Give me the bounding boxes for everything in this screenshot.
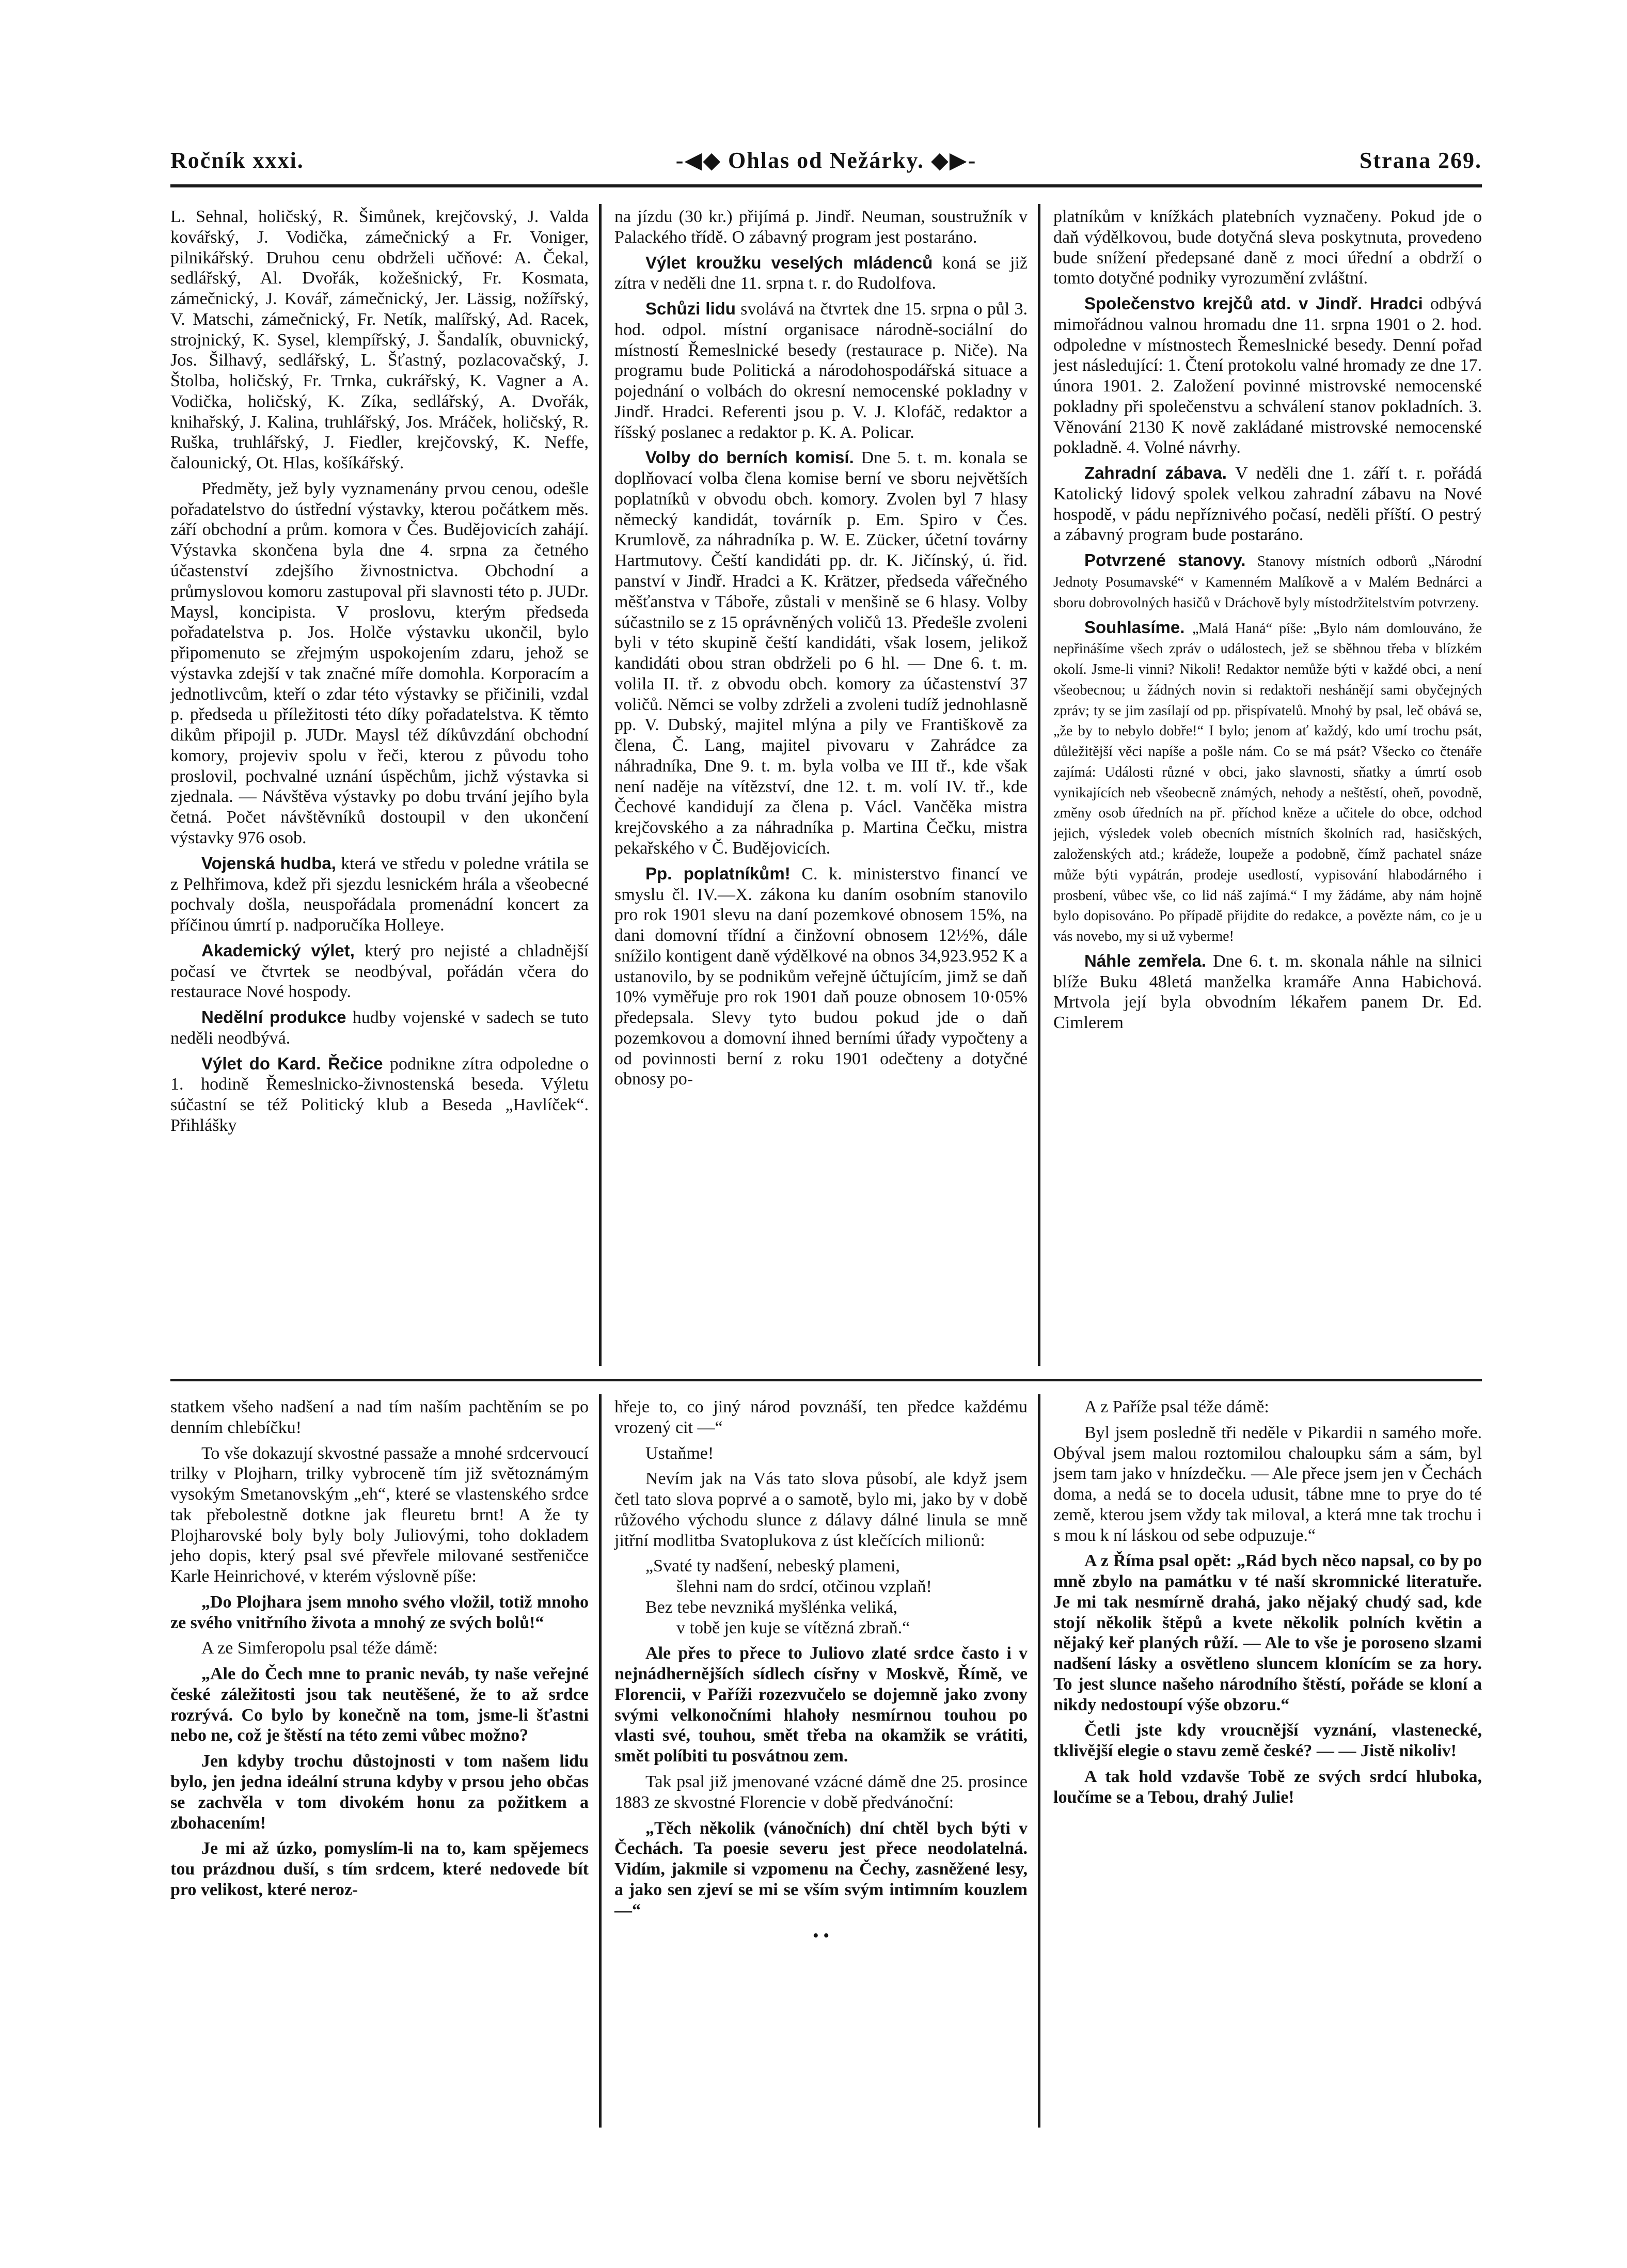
paragraph-text: V neděli dne 1. září t. r. pořádá Katolický lidový spolek velkou zahradní zábavu na Nové hospodě, v pádu nepříznivého počasí, neděli příští. O pestrý a zábavný program bude postaráno.: [1053, 464, 1482, 545]
column-divider: [599, 204, 602, 1366]
headline: Společenstvo krejčů atd. v Jindř. Hradci: [1084, 294, 1423, 313]
paragraph: Četli jste kdy vroucnější vyznání, vlastenecké, tklivější elegie o stavu země české? — — Jistě nikoliv!: [1053, 1721, 1482, 1761]
column-2: [614, 207, 1028, 1095]
header-rule: [170, 184, 1482, 187]
paragraph: Byl jsem posledně tři neděle v Pikardii n samého moře. Obýval jsem malou roztomilou chaloupku sám a sám, byl jsem tam jako v hnízdečku. — Ale přece jsem jen v Čechách doma, a nedá se to docela udusit, tábne mne to prye do té země, kterou jsem vždy tak miloval, a která mne tak trochu i s mou k ní láskou od sebe odpuzuje.“: [1053, 1423, 1482, 1545]
verse-line: „Svaté ty nadšení, nebeský plameni,: [645, 1556, 900, 1576]
paragraph: A z Říma psal opět: „Rád bych něco napsal, co by po mně zbylo na památku v té naší skromnické literatuře. Je mi tak nesmírně drahá, jako nějaký chudý sad, kde stojí několik štěpů a kvete několik polních květin a nějaký keř planých růží. — Ale to vše je poroseno slzami nadšení lásky a osvětleno sluncem klonícím se za hory. To jest slunce našeho národního štěstí, pořáde se kloní a nikdy nedostoupí výše obzoru.“: [1053, 1551, 1482, 1714]
headline: Akademický výlet,: [201, 940, 355, 960]
paragraph: L. Sehnal, holičský, R. Šimůnek, krejčovský, J. Valda kovářský, J. Vodička, zámečnický a Fr. Voniger, pilnikářský. Druhou cenu obdrželi učňové: A. Čekal, sedlářský, Al. Dvořák, kožešnický, Fr. Kosmata, zámečnický, J. Kovář, zámečnický, Jer. Lässig, nožířský, V. Matschi, zámečnický, Fr. Netík, malířský, Ad. Racek, strojnický, K. Sysel, klempířský, J. Šandalík, obuvnický, Jos. Šilhavý, sedlářský, L. Šťastný, pozlacovačský, J. Štolba, holičský, Fr. Trnka, cukrářský, K. Vagner a A. Vodička, holičský, K. Zíka, sedlářský, A. Dvořák, knihařský, J. Kalina, truhlářský, Jos. Mráček, holičský, R. Ruška, truhlářský, J. Fiedler, krejčovský, K. Neffe, čalounický, Ot. Hlas, košíkářský.: [170, 207, 589, 473]
paragraph-text: Dne 5. t. m. konala se doplňovací volba člena komise berní ve sboru největších poplatníků v obvodu obch. komory. Zvolen byl 7 hlasy německý kandidát, továrník p. Em. Spiro v Čes. Krumlově, za náhradníka p. W. E. Zücker, účetní továrny Hartmutovy. Čeští kandidáti pp. dr. K. Jičínský, ú. řid. panství v Jindř. Hradci a K. Krätzer, předseda vářečného měšťanstva v Táboře, zůstali v menšině se 6 hlasy. Volby súčastnilo se z 15 oprávněných voličů 13. Předešle zvoleni byli v této skupině čeští kandidáti, však losem, jelikož kandidáti obou stran obdrželi po 6 hl. — Dne 6. t. m. volila II. tř. z obvodu obch. komory za účastenství 37 voličů. Němci se volby zdrželi a zvoleni tudíž jednohlasně pp. V. Dubský, majitel mlýna a pily ve Františkově za člena, Č. Lang, majitel pivovaru v Zahrádce za náhradníka, Dne 9. t. m. byla volba ve III tř., kde však není naděje na vítězství, dne 12. t. m. volí IV. tř., kde Čechové kandidují za člena p. Václ. Vančěka mistra krejčovského a za náhradníka p. Martina Čečku, mistra pekařského v Č. Budějovicích.: [614, 448, 1028, 858]
headline: Volby do berních komisí.: [645, 448, 854, 467]
quote-paragraph: „Ale do Čech mne to pranic neváb, ty naše veřejné české záležitosti jsou tak neutěšené, že to až srdce rozrývá. Co bylo by konečně na tom, jsme-li šťastni nebo ne, což je štěstí na této zemi vůbec možno?: [170, 1664, 589, 1745]
paragraph: Ale přes to přece to Juliovo zlaté srdce často i v nejnádhernějších sídlech císřny v Moskvě, Římě, ve Florencii, v Paříži rozezvučelo se dojemně jako zvony svými velkonočními hlahoły nesmírnou touhou po vlasti své, touhou, smět třeba na okamžik se vrátiti, smět políbiti tu posvátnou zem.: [614, 1644, 1028, 1766]
paragraph: statkem všeho nadšení a nad tím naším pachtěním se po denním chlebíčku!: [170, 1397, 589, 1437]
headline: Nedělní produkce: [201, 1007, 346, 1027]
paragraph: platníkům v knížkách platebních vyznačeny. Pokud jde o daň výdělkovou, bude dotyčná sleva poskytnuta, provedeno bude snížení předepsané daně z moci úřední a obdrží o tomto dotyčné podniky vyrozumění zvláštní.: [1053, 207, 1482, 288]
paragraph-text: C. k. ministerstvo financí ve smyslu čl. IV.—X. zákona ku daním osobním stanovilo pro rok 1901 slevu na daní pozemkové obnosem 15%, na dani domovní třídní a činžovní obnosem 12½%, dále snížilo kontigent daně výdělkové na obnos 34,923.952 K a ustanovilo, by se podnikům veřejně účtujícím, jimž se daň 10% vyměřuje pro rok 1901 daň pouze obnosem 10·05% předepsala. Slevy tyto budou pokud jde o daň pozemkovou a domovní ihned berními úřady vypočteny a od povinnosti berní z roku 1901 odečteny a dotyčné obnosy po-: [614, 864, 1028, 1089]
paragraph: hřeje to, co jiný národ povznáší, ten předce každému vrozený cit —“: [614, 1397, 1028, 1437]
headline: Výlet do Kard. Řečice: [201, 1053, 383, 1073]
paragraph-text: koná se již zítra v neděli dne 11. srpna t. r. do Rudolfova.: [614, 253, 1028, 293]
newspaper-page: [170, 147, 1482, 2135]
paragraph: Předměty, jež byly vyznamenány prvou cenou, odešle pořadatelstvo do ústřední výstavky, kterou počátkem měs. září obchodní a prům. komora v Čes. Budějovicích zahájí. Výstavka skončena byla dne 4. srpna za četného účastenství zdejšího živnostnictva. Obchodní a průmyslovou komoru zastupoval při slavnosti této p. JUDr. Maysl, koncipista. V proslovu, kterým předseda pořadatelstva p. Jos. Holče výstavku ukončil, bylo připomenuto se zřejmým uspokojením zdaru, jehož se výstavka zdejší v tak značné míře domohla. Korporacím a jednotlivcům, kteří o zdar této výstavky se přičinili, vzdal p. předseda u příležitosti této díky pořadatelstva. K těmto dikům připojil p. JUDr. Maysl též díkůvzdání obchodní komory, projeviv spolu v řeči, kterou z původu toho proslovil, pochvalné uznání úspěchům, jichž výstavka si zjednala. — Návštěva výstavky po dobu trvání jejího byla četná. Počet návštěvníků dostoupil v den ukončení výstavky 976 osob.: [170, 479, 589, 847]
verse-line: šlehni nam do srdcí, otčinou vzplaň!: [676, 1577, 932, 1597]
column-1: [170, 207, 589, 1141]
quote-paragraph: Je mi až úzko, pomyslím-li na to, kam spějemecs tou prázdnou duší, s tím srdcem, které nedovede bít pro velikost, které neroz-: [170, 1839, 589, 1899]
paragraph: Tak psal již jmenované vzácné dámě dne 25. prosince 1883 ze skvostné Florencie v době předvánoční:: [614, 1772, 1028, 1812]
paragraph-text: která ve středu v poledne vrátila se z Pelhřimova, kdež při sjezdu lesnickém hrála a všeobecné pochvaly došla, neuspořádala promenádní koncert za příčinou úmrtí p. nadporučíka Holleye.: [170, 854, 589, 935]
feuilleton-column-1: [170, 1397, 589, 1905]
headline: Zahradní zábava.: [1084, 463, 1227, 483]
column-divider: [1038, 1394, 1040, 2128]
section-rule: [170, 1379, 1482, 1381]
column-divider: [1038, 204, 1040, 1366]
column-3: [1053, 207, 1482, 1038]
verse-line: Bez tebe nevzniká myšlénka veliká,: [645, 1597, 898, 1617]
page-number: Strana 269.: [1359, 148, 1482, 173]
headline: Potvrzené stanovy.: [1084, 550, 1246, 570]
paragraph-text: „Malá Haná“ píše: „Bylo nám domlouváno, že nepřinášíme všech zpráv o událostech, jež se sběhnou třeba v blízkém okolí. Jsme-li vinni? Nikoli! Redaktor nemůže býti v každé obci, a není všeobecnou; u žádných novin si redaktoři neshánějí sami obyčejných zpráv; ty se jim zasílají od pp. přispívatelů. Mnohý by psal, leč obává se, „že by to nebylo dobře!“ I bylo; jenom ať každý, kdo umí trochu psát, důležitější věci napíše a pošle nám. Co se má psát? Všecko co čtenáře zajímá: Události různé v obci, jako slavnosti, sňatky a úmrtí osob vynikajících neb všeobecně známých, nehody a neštěstí, oheň, povodně, změny osob úředních na př. příchod kněze a učitele do obce, odchod jejich, výsledek voleb obecních místních školních rad, hasičských, založenských atd.; krádeže, loupeže a podobně, čímž pachatel snáze může býti vypátrán, prodeje usedlostí, vypisování hlabodárného i prosbení, vůbec vše, co lid náš zajímá.“ I my žádáme, aby nám hojně bylo dopisováno. Po případě přijdite do redakce, a povězte nám, co je u vás novebo, my si už vyberme!: [1053, 620, 1482, 945]
quote-paragraph: „Těch několik (vánočních) dní chtěl bych býti v Čechách. Ta poesie severu jest přece neodolatelná. Vidím, jakmile si vzpomenu na Čechy, zasněžené lesy, a jako sen zjeví se mi se vším svým intimním kouzlem —“: [614, 1818, 1028, 1920]
quote-paragraph: Jen kdyby trochu důstojnosti v tom našem lidu bylo, jen jedna ideální struna kdyby v prsou jeho občas se zachvěla v tom divokém honu za požitkem a zbohacením!: [170, 1752, 589, 1833]
headline: Schůzi lidu: [645, 299, 736, 319]
separator-dots: • •: [812, 1926, 830, 1946]
headline: Pp. poplatníkům!: [645, 863, 791, 883]
paragraph: Nevím jak na Vás tato slova působí, ale když jsem četl tato slova poprvé a o samotě, bylo mi, jako by v době růžového východu slunce z dálavy dálné linula se mně jitřní modlitba Svatoplukova z úst klečících milionů:: [614, 1469, 1028, 1550]
feuilleton-column-3: [1053, 1397, 1482, 1813]
paragraph-text: Dne 6. t. m. skonala náhle na silnici blíže Buku 48letá manželka kramáře Anna Habichová. Mrtvola její byla obvodním lékařem panem Dr. Ed. Cimlerem: [1053, 951, 1482, 1033]
paragraph: na jízdu (30 kr.) přijímá p. Jindř. Neuman, soustružník v Palackého třídě. O zábavný program jest postaráno.: [614, 207, 1028, 247]
paragraph: To vše dokazují skvostné passaže a mnohé srdcervoucí trilky v Plojharn, trilky vybroceně tím již světoznámým vysokým Smetanovským „eh“, které se vlastenského srdce tak přebolestně dotkne jak fleuretu brnt! A že ty Plojharovské boly byly boly Juliovými, toho dokladem jeho dopis, který psal své převřele milované sestřeničce Karle Heinrichové, v kterém výslovně píše:: [170, 1443, 589, 1586]
verse-line: v tobě jen kuje se vítězná zbraň.“: [676, 1618, 910, 1637]
paragraph-text: svolává na čtvrtek dne 15. srpna o půl 3. hod. odpol. místní organisace národně-sociální do místností Řemeslnické besedy (restaurace p. Niče). Na programu bude Politická a národohospodářská situace a pojednání o volbách do okresní nemocenské pokladny v Jindř. Hradci. Referenti jsou p. V. J. Klofáč, redaktor a říšský poslanec a redaktor p. K. A. Policar.: [614, 300, 1028, 442]
paragraph: A z Paříže psal téže dámě:: [1084, 1397, 1269, 1416]
headline: Souhlasíme.: [1084, 617, 1185, 637]
paragraph-text: odbývá mimořádnou valnou hromadu dne 11. srpna 1901 o 2. hod. odpoledne v místnostech Řemeslnické besedy. Denní pořad jest následující: 1. Čtení protokolu valné hromady ze dne 17. února 1901. 2. Založení povinné mistrovské nemocenské pokladny při společenstvu a schválení stanov pokladních. 3. Věnování 2130 K nově zakládané mistrovské nemocenské pokladně. 4. Volné návrhy.: [1053, 294, 1482, 458]
paragraph-text: který pro nejisté a chladnější počasí ve čtvrtek se neodbýval, pořádán včera do restaurace Nové hospody.: [170, 941, 589, 1002]
paragraph: Ustaňme!: [645, 1443, 714, 1463]
headline: Vojenská hudba,: [201, 853, 336, 873]
headline: Výlet kroužku veselých mládenců: [645, 253, 933, 272]
volume-label: Ročník xxxi.: [170, 148, 304, 173]
page-header: [170, 147, 1482, 183]
feuilleton-column-2: [614, 1397, 1028, 1946]
verse: [645, 1556, 1028, 1638]
quote-paragraph: „Do Plojhara jsem mnoho svého vložil, totiž mnoho ze svého vnitřního života a mnohý ze svých bolů!“: [170, 1592, 589, 1632]
column-divider: [599, 1394, 602, 2128]
headline: Náhle zemřela.: [1084, 951, 1206, 970]
masthead-title: -◀◆ Ohlas od Nežárky. ◆▶-: [675, 148, 977, 173]
paragraph-text: hudby vojenské v sadech se tuto neděli neodbývá.: [170, 1008, 589, 1048]
paragraph-text: podnikne zítra odpoledne o 1. hodině Řemeslnicko-živnostenská beseda. Výletu súčastní se též Politický klub a Beseda „Havlíček“. Přihlášky: [170, 1054, 589, 1135]
paragraph: A ze Simferopolu psal téže dámě:: [201, 1639, 438, 1658]
paragraph: A tak hold vzdavše Tobě ze svých srdcí hluboka, loučíme se a Tebou, drahý Julie!: [1053, 1767, 1482, 1807]
paragraph-text: Stanovy místních odborů „Národní Jednoty Posumavské“ v Kamenném Malíkově a v Malém Bednárci a sboru dobrovolných hasičů v Dráchově byly místodržitelstvím potvrzeny.: [1053, 554, 1482, 611]
